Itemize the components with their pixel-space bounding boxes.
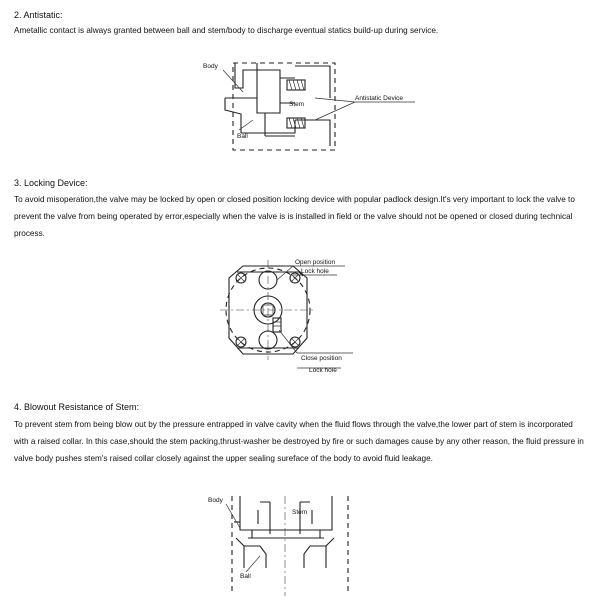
blowout-heading: 4. Blowout Resistance of Stem: [14,402,140,412]
open-position-label: Open position [295,259,336,266]
antistatic-heading: 2. Antistatic: [14,10,63,20]
blowout-ball-label: Ball [240,573,251,580]
blowout-body-label: Body [208,497,223,504]
blowout-stem-label: Stem [292,509,308,516]
antistatic-ball-label: Ball [237,133,248,140]
close-position-label: Close position [301,355,342,362]
blowout-paragraph: To prevent stem from being blow out by the pressure entrapped in valve cavity when the fluid flows through the valve,the lower part of stem is incorporated with a raised collar. In this case,should the stem packing,thrust-washer be destroyed by fire or such damages cause by any other reason, the fluid pressure in valve body pushes stem's raised collar closely against the upper sealing sureface of the body to avoid fluid leakage. [14,420,584,463]
locking-paragraph: To avoid misoperation,the valve may be locked by open or closed position locking device with popular padlock design.It's very important to lock the valve to prevent the valve from being operated by error,especially when the valve is is installed in field or the valve should not be opened or closed during technical process. [14,195,575,238]
open-lock-hole-label: Lock hole [301,268,329,275]
antistatic-body-label: Body [203,63,218,70]
antistatic-paragraph: Ametallic contact is always granted between ball and stem/body to discharge eventual statics build-up during service. [14,26,439,35]
locking-heading: 3. Locking Device: [14,178,88,188]
antistatic-stem-label: Stem [289,101,305,108]
blowout-diagram [200,494,370,598]
close-lock-hole-label: Lock hole [309,367,337,374]
antistatic-diagram [195,58,425,158]
locking-device-diagram [215,258,375,378]
antistatic-device-label: Antistatic Device [355,95,404,102]
